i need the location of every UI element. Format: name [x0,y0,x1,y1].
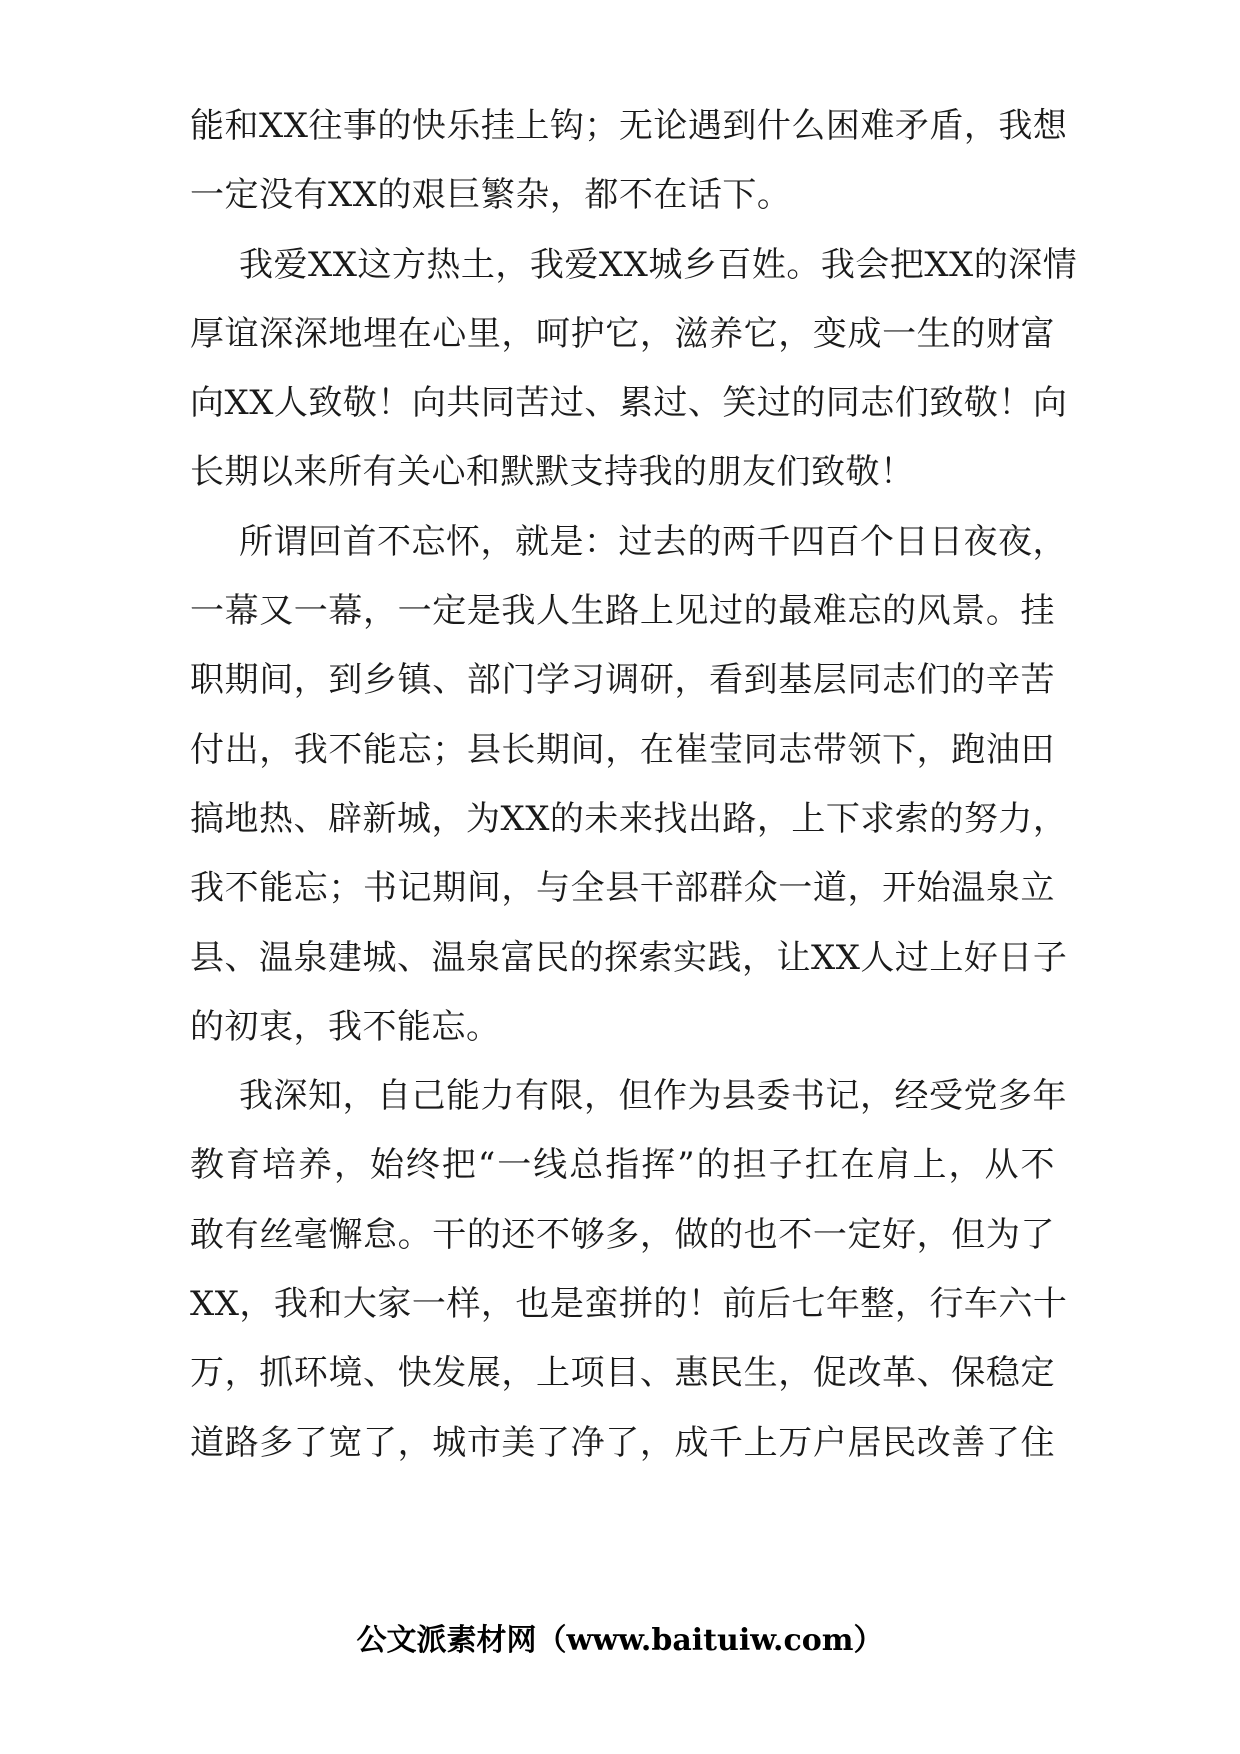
text-line: 一幕又一幕，一定是我人生路上见过的最难忘的风景。挂 [190,591,1055,632]
text-line: 县、温泉建城、温泉富民的探索实践，让XX人过上好日子 [190,937,1068,978]
text-line: 向XX人致敬！向共同苦过、累过、笑过的同志们致敬！向 [190,383,1068,424]
text-line: 我爱XX这方热土，我爱XX城乡百姓。我会把XX的深情 [239,244,1078,285]
text-line: 万，抓环境、快发展，上项目、惠民生，促改革、保稳定 [190,1353,1055,1394]
document-body [190,92,1078,1478]
text-line: 厚谊深深地埋在心里，呵护它，滋养它，变成一生的财富 [190,313,1055,354]
text-line: 能和XX往事的快乐挂上钩；无论遇到什么困难矛盾，我想 [190,106,1068,146]
text-line: 长期以来所有关心和默默支持我的朋友们致敬！ [190,452,915,493]
text-line: 教育培养，始终把“一线总指挥”的担子扛在肩上，从不 [190,1145,1055,1186]
text-line: XX，我和大家一样，也是蛮拼的！前后七年整，行车六十 [190,1284,1068,1325]
text-line: 一定没有XX的艰巨繁杂，都不在话下。 [190,175,792,216]
text-line: 我不能忘；书记期间，与全县干部群众一道，开始温泉立 [190,868,1055,909]
text-line: 的初衷，我不能忘。 [190,1006,501,1047]
text-line: 敢有丝毫懈怠。干的还不够多，做的也不一定好，但为了 [190,1214,1055,1255]
text-line: 我深知，自己能力有限，但作为县委书记，经受党多年 [239,1076,1067,1117]
text-line: 职期间，到乡镇、部门学习调研，看到基层同志们的辛苦 [190,660,1055,701]
text-line: 付出，我不能忘；县长期间，在崔莹同志带领下，跑油田 [190,729,1055,770]
text-line: 道路多了宽了，城市美了净了，成千上万户居民改善了住 [190,1422,1055,1463]
footer-watermark: 公文派素材网（www.baituiw.com） [356,1623,884,1658]
text-line: 所谓回首不忘怀，就是：过去的两千四百个日日夜夜， [239,521,1067,562]
text-line: 搞地热、辟新城，为XX的未来找出路，上下求索的努力， [190,798,1068,839]
